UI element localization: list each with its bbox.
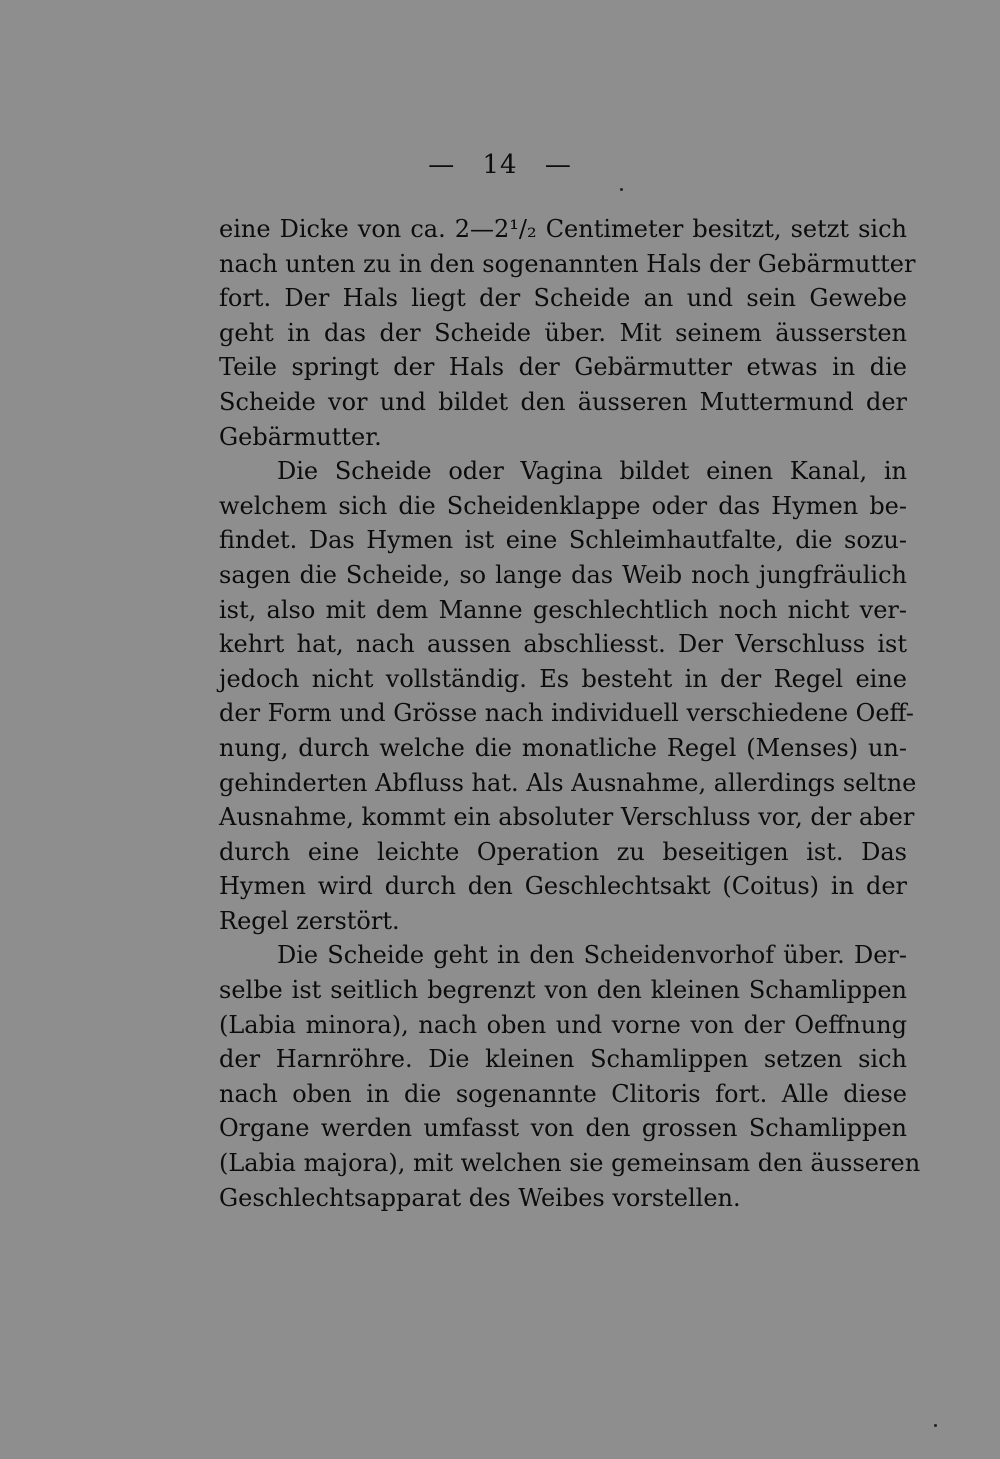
text-line: eine Dicke von ca. 2—2¹/₂ Centimeter besitzt, setzt sich: [219, 215, 907, 243]
text-line: welchem sich die Scheidenklappe oder das Hymen be-: [219, 491, 907, 520]
text-line: der Form und Grösse nach individuell verschiedene Oeff-: [219, 699, 914, 728]
text-line: nach oben in die sogenannte Clitoris fort. Alle diese: [219, 1079, 907, 1108]
paragraph-1: [219, 212, 916, 454]
scan-speck: [620, 188, 623, 191]
text-line: durch eine leichte Operation zu beseitigen ist. Das: [219, 837, 907, 866]
text-line: nach unten zu in den sogenannten Hals der Gebärmutter: [219, 249, 916, 278]
text-line: geht in das der Scheide über. Mit seinem äussersten: [219, 318, 907, 347]
text-line: (Labia majora), mit welchen sie gemeinsam den äusseren: [219, 1149, 921, 1178]
text-line: fort. Der Hals liegt der Scheide an und sein Gewebe: [219, 284, 907, 313]
text-line: selbe ist seitlich begrenzt von den kleinen Schamlippen: [219, 976, 907, 1005]
text-line: jedoch nicht vollständig. Es besteht in der Regel eine: [219, 664, 907, 693]
text-line: (Labia minora), nach oben und vorne von der Oeffnung: [219, 1010, 907, 1039]
text-line: Organe werden umfasst von den grossen Schamlippen: [219, 1114, 907, 1143]
text-line: Ausnahme, kommt ein absoluter Verschluss vor, der aber: [219, 803, 915, 832]
body-text: [219, 212, 921, 1215]
text-line: ist, also mit dem Manne geschlechtlich noch nicht ver-: [219, 595, 907, 624]
paragraph-3: [219, 938, 921, 1215]
text-line: Teile springt der Hals der Gebärmutter etwas in die: [219, 353, 907, 382]
text-line: nung, durch welche die monatliche Regel (Menses) un-: [219, 733, 907, 762]
text-line: kehrt hat, nach aussen abschliesst. Der Verschluss ist: [219, 630, 907, 659]
text-line: Geschlechtsapparat des Weibes vorstellen.: [219, 1183, 741, 1212]
text-line: Scheide vor und bildet den äusseren Muttermund der: [219, 387, 907, 416]
paragraph-2: [219, 454, 917, 938]
text-line: gehinderten Abfluss hat. Als Ausnahme, allerdings seltne: [219, 768, 917, 797]
text-line: Regel zerstört.: [219, 906, 400, 935]
header-dash-right: —: [544, 150, 572, 180]
text-line: der Harnröhre. Die kleinen Schamlippen setzen sich: [219, 1045, 907, 1074]
page-header: [0, 150, 1000, 180]
text-line: sagen die Scheide, so lange das Weib noch jungfräulich: [219, 560, 907, 589]
text-line: Hymen wird durch den Geschlechtsakt (Coitus) in der: [219, 872, 907, 901]
page-number: 14: [482, 150, 518, 180]
text-line: findet. Das Hymen ist eine Schleimhautfalte, die sozu-: [219, 526, 907, 555]
text-line: Die Scheide oder Vagina bildet einen Kanal, in: [277, 457, 907, 486]
header-dash-left: —: [428, 150, 456, 180]
text-line: Gebärmutter.: [219, 422, 382, 451]
scan-speck: [934, 1424, 937, 1427]
text-line: Die Scheide geht in den Scheidenvorhof über. Der-: [277, 941, 907, 970]
